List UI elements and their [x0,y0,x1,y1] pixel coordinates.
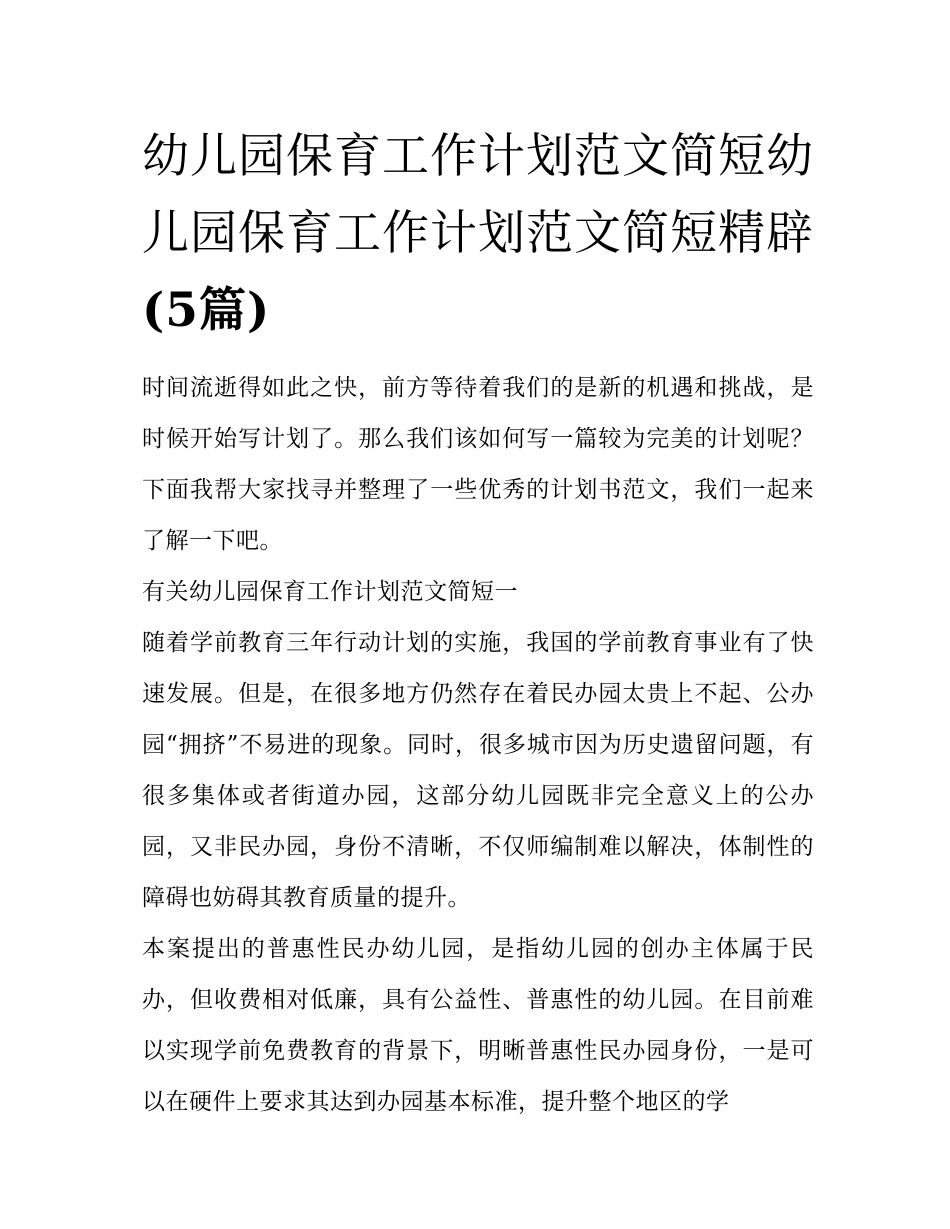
document-title [142,118,814,349]
title-suffix: (5篇) [142,283,271,338]
body-paragraph: 随着学前教育三年行动计划的实施，我国的学前教育事业有了快速发展。但是，在很多地方仍然存在着民办园太贵上不起、公办园“拥挤”不易进的现象。同时，很多城市因为历史遗留问题，有很多集体或者街道办园，这部分幼儿园既非完全意义上的公办园，又非民办园，身份不清晰，不仅师编制难以解决，体制性的障碍也妨碍其教育质量的提升。 [142,630,814,911]
section-heading: 有关幼儿园保育工作计划范文简短一 [142,579,518,605]
intro-paragraph: 时间流逝得如此之快，前方等待着我们的是新的机遇和挑战，是时候开始写计划了。那么我们该如何写一篇较为完美的计划呢？下面我帮大家找寻并整理了一些优秀的计划书范文，我们一起来了解一下吧。 [142,375,814,554]
body-paragraph: 本案提出的普惠性民办幼儿园，是指幼儿园的创办主体属于民办，但收费相对低廉，具有公益性、普惠性的幼儿园。在目前难以实现学前免费教育的背景下，明晰普惠性民办园身份，一是可以在硬件上要求其达到办园基本标准，提升整个地区的学 [142,936,814,1115]
title-main: 幼儿园保育工作计划范文简短幼儿园保育工作计划范文简短精辟 [142,129,814,261]
document-body [142,118,814,1128]
